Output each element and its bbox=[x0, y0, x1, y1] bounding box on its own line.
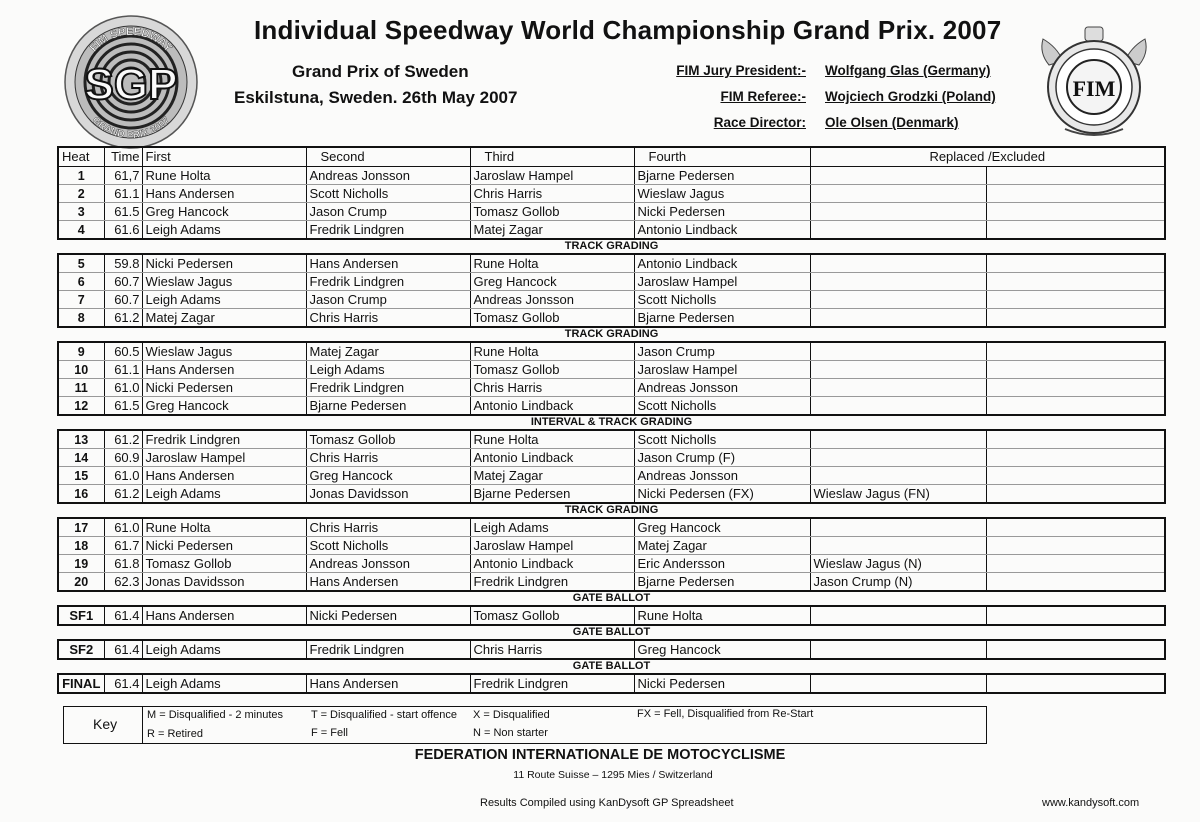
cell-first: Jaroslaw Hampel bbox=[142, 449, 306, 467]
col-second: Second bbox=[306, 147, 470, 167]
section-separator bbox=[58, 659, 1165, 674]
section-separator bbox=[58, 591, 1165, 606]
cell-rep2 bbox=[986, 555, 1165, 573]
key-item-x: X = Disqualified bbox=[473, 709, 550, 721]
cell-first: Leigh Adams bbox=[142, 640, 306, 659]
cell-heat: 18 bbox=[58, 537, 104, 555]
separator-label: GATE BALLOT bbox=[572, 592, 651, 604]
cell-fourth: Eric Andersson bbox=[634, 555, 810, 573]
cell-time: 61.2 bbox=[104, 430, 142, 449]
cell-second: Scott Nicholls bbox=[306, 537, 470, 555]
cell-third: Rune Holta bbox=[470, 430, 634, 449]
separator-label: INTERVAL & TRACK GRADING bbox=[530, 416, 693, 428]
key-item-f: F = Fell bbox=[311, 727, 348, 739]
separator-label: TRACK GRADING bbox=[564, 240, 659, 252]
cell-fourth: Scott Nicholls bbox=[634, 291, 810, 309]
cell-heat: 1 bbox=[58, 167, 104, 185]
event-name: Grand Prix of Sweden bbox=[292, 62, 469, 81]
separator-label: TRACK GRADING bbox=[564, 504, 659, 516]
cell-second: Scott Nicholls bbox=[306, 185, 470, 203]
heat-row bbox=[58, 449, 1165, 467]
cell-third: Leigh Adams bbox=[470, 518, 634, 537]
cell-rep2 bbox=[986, 430, 1165, 449]
cell-rep1 bbox=[810, 537, 986, 555]
cell-heat: SF1 bbox=[58, 606, 104, 625]
cell-third: Antonio Lindback bbox=[470, 449, 634, 467]
cell-time: 61.0 bbox=[104, 467, 142, 485]
cell-rep2 bbox=[986, 361, 1165, 379]
cell-first: Fredrik Lindgren bbox=[142, 430, 306, 449]
cell-rep2 bbox=[986, 518, 1165, 537]
cell-second: Jason Crump bbox=[306, 203, 470, 221]
cell-rep2 bbox=[986, 309, 1165, 328]
cell-second: Leigh Adams bbox=[306, 361, 470, 379]
cell-third: Antonio Lindback bbox=[470, 555, 634, 573]
cell-time: 61.8 bbox=[104, 555, 142, 573]
cell-fourth: Scott Nicholls bbox=[634, 430, 810, 449]
cell-fourth: Andreas Jonsson bbox=[634, 379, 810, 397]
cell-first: Nicki Pedersen bbox=[142, 537, 306, 555]
cell-third: Matej Zagar bbox=[470, 467, 634, 485]
cell-heat: 5 bbox=[58, 254, 104, 273]
cell-first: Leigh Adams bbox=[142, 291, 306, 309]
cell-second: Andreas Jonsson bbox=[306, 555, 470, 573]
cell-second: Greg Hancock bbox=[306, 467, 470, 485]
cell-rep1 bbox=[810, 273, 986, 291]
cell-fourth: Bjarne Pedersen bbox=[634, 167, 810, 185]
cell-time: 60.9 bbox=[104, 449, 142, 467]
cell-first: Hans Andersen bbox=[142, 361, 306, 379]
official-value-jury: Wolfgang Glas (Germany) bbox=[825, 63, 991, 78]
cell-first: Rune Holta bbox=[142, 518, 306, 537]
cell-heat: 17 bbox=[58, 518, 104, 537]
cell-heat: 4 bbox=[58, 221, 104, 240]
cell-heat: 11 bbox=[58, 379, 104, 397]
cell-rep1 bbox=[810, 430, 986, 449]
cell-heat: 8 bbox=[58, 309, 104, 328]
cell-heat: 10 bbox=[58, 361, 104, 379]
cell-rep2 bbox=[986, 291, 1165, 309]
section-separator bbox=[58, 327, 1165, 342]
cell-heat: 19 bbox=[58, 555, 104, 573]
official-value-referee: Wojciech Grodzki (Poland) bbox=[825, 89, 996, 104]
cell-time: 61.5 bbox=[104, 203, 142, 221]
cell-fourth: Bjarne Pedersen bbox=[634, 573, 810, 592]
cell-rep1 bbox=[810, 203, 986, 221]
cell-fourth: Scott Nicholls bbox=[634, 397, 810, 416]
cell-rep1 bbox=[810, 167, 986, 185]
cell-second: Hans Andersen bbox=[306, 573, 470, 592]
cell-time: 61.1 bbox=[104, 361, 142, 379]
heat-row bbox=[58, 640, 1165, 659]
fim-logo-text: FIM bbox=[1072, 76, 1116, 101]
cell-second: Fredrik Lindgren bbox=[306, 273, 470, 291]
cell-first: Wieslaw Jagus bbox=[142, 273, 306, 291]
cell-third: Bjarne Pedersen bbox=[470, 485, 634, 504]
page-title: Individual Speedway World Championship Grand Prix. 2007 bbox=[254, 15, 1002, 45]
cell-fourth: Matej Zagar bbox=[634, 537, 810, 555]
cell-third: Tomasz Gollob bbox=[470, 361, 634, 379]
cell-heat: 14 bbox=[58, 449, 104, 467]
cell-third: Tomasz Gollob bbox=[470, 203, 634, 221]
cell-second: Hans Andersen bbox=[306, 254, 470, 273]
cell-rep1 bbox=[810, 291, 986, 309]
cell-rep1 bbox=[810, 361, 986, 379]
cell-fourth: Antonio Lindback bbox=[634, 254, 810, 273]
key-item-n: N = Non starter bbox=[473, 727, 548, 739]
section-separator bbox=[58, 503, 1165, 518]
cell-second: Fredrik Lindgren bbox=[306, 640, 470, 659]
cell-time: 61.2 bbox=[104, 309, 142, 328]
cell-third: Matej Zagar bbox=[470, 221, 634, 240]
heat-row bbox=[58, 537, 1165, 555]
cell-time: 61,7 bbox=[104, 167, 142, 185]
heat-row bbox=[58, 254, 1165, 273]
cell-first: Jonas Davidsson bbox=[142, 573, 306, 592]
col-heat: Heat bbox=[58, 147, 104, 167]
federation-address: 11 Route Suisse – 1295 Mies / Switzerland bbox=[513, 769, 713, 781]
compiled-note: Results Compiled using KanDysoft GP Spreadsheet bbox=[480, 797, 734, 809]
col-replaced: Replaced /Excluded bbox=[810, 147, 1165, 167]
section-separator bbox=[58, 415, 1165, 430]
cell-first: Nicki Pedersen bbox=[142, 379, 306, 397]
cell-second: Chris Harris bbox=[306, 518, 470, 537]
heat-row bbox=[58, 518, 1165, 537]
cell-heat: 20 bbox=[58, 573, 104, 592]
cell-fourth: Greg Hancock bbox=[634, 518, 810, 537]
cell-rep2 bbox=[986, 342, 1165, 361]
official-label-director: Race Director: bbox=[713, 115, 806, 130]
separator-label: GATE BALLOT bbox=[572, 660, 651, 672]
cell-second: Andreas Jonsson bbox=[306, 167, 470, 185]
heat-row bbox=[58, 606, 1165, 625]
cell-third: Antonio Lindback bbox=[470, 397, 634, 416]
heat-row bbox=[58, 430, 1165, 449]
cell-heat: SF2 bbox=[58, 640, 104, 659]
cell-heat: FINAL bbox=[58, 674, 104, 693]
key-item-r: R = Retired bbox=[147, 728, 203, 740]
heat-row bbox=[58, 674, 1165, 693]
cell-rep1 bbox=[810, 518, 986, 537]
cell-fourth: Wieslaw Jagus bbox=[634, 185, 810, 203]
cell-first: Matej Zagar bbox=[142, 309, 306, 328]
cell-third: Tomasz Gollob bbox=[470, 309, 634, 328]
cell-time: 60.5 bbox=[104, 342, 142, 361]
cell-rep2 bbox=[986, 397, 1165, 416]
cell-fourth: Rune Holta bbox=[634, 606, 810, 625]
cell-second: Nicki Pedersen bbox=[306, 606, 470, 625]
cell-second: Jonas Davidsson bbox=[306, 485, 470, 504]
col-first: First bbox=[142, 147, 306, 167]
cell-third: Tomasz Gollob bbox=[470, 606, 634, 625]
cell-first: Rune Holta bbox=[142, 167, 306, 185]
heat-row bbox=[58, 361, 1165, 379]
cell-fourth: Nicki Pedersen bbox=[634, 674, 810, 693]
cell-fourth: Jaroslaw Hampel bbox=[634, 273, 810, 291]
cell-heat: 6 bbox=[58, 273, 104, 291]
cell-heat: 12 bbox=[58, 397, 104, 416]
key-item-t: T = Disqualified - start offence bbox=[311, 709, 458, 721]
cell-third: Jaroslaw Hampel bbox=[470, 167, 634, 185]
cell-second: Bjarne Pedersen bbox=[306, 397, 470, 416]
cell-time: 61.4 bbox=[104, 674, 142, 693]
cell-time: 59.8 bbox=[104, 254, 142, 273]
cell-heat: 3 bbox=[58, 203, 104, 221]
cell-first: Nicki Pedersen bbox=[142, 254, 306, 273]
key-title: Key bbox=[93, 716, 118, 732]
cell-rep2 bbox=[986, 640, 1165, 659]
table-header-row bbox=[58, 147, 1165, 167]
cell-first: Greg Hancock bbox=[142, 397, 306, 416]
cell-third: Greg Hancock bbox=[470, 273, 634, 291]
separator-label: TRACK GRADING bbox=[564, 328, 659, 340]
cell-rep1 bbox=[810, 221, 986, 240]
heat-row bbox=[58, 342, 1165, 361]
cell-heat: 15 bbox=[58, 467, 104, 485]
cell-rep2 bbox=[986, 254, 1165, 273]
cell-third: Rune Holta bbox=[470, 342, 634, 361]
federation-name: FEDERATION INTERNATIONALE DE MOTOCYCLISME bbox=[414, 747, 786, 763]
cell-rep2 bbox=[986, 485, 1165, 504]
cell-second: Jason Crump bbox=[306, 291, 470, 309]
section-separator bbox=[58, 625, 1165, 640]
cell-rep1 bbox=[810, 449, 986, 467]
cell-rep2 bbox=[986, 467, 1165, 485]
cell-fourth: Antonio Lindback bbox=[634, 221, 810, 240]
official-value-director: Ole Olsen (Denmark) bbox=[825, 115, 959, 130]
key-item-fx: FX = Fell, Disqualified from Re-Start bbox=[637, 708, 814, 720]
heat-row bbox=[58, 185, 1165, 203]
website-link[interactable]: www.kandysoft.com bbox=[1042, 797, 1140, 809]
cell-third: Fredrik Lindgren bbox=[470, 674, 634, 693]
heat-row bbox=[58, 485, 1165, 504]
cell-first: Leigh Adams bbox=[142, 674, 306, 693]
cell-second: Matej Zagar bbox=[306, 342, 470, 361]
cell-rep1 bbox=[810, 379, 986, 397]
cell-first: Tomasz Gollob bbox=[142, 555, 306, 573]
cell-first: Hans Andersen bbox=[142, 606, 306, 625]
cell-rep1 bbox=[810, 606, 986, 625]
cell-first: Wieslaw Jagus bbox=[142, 342, 306, 361]
cell-second: Chris Harris bbox=[306, 449, 470, 467]
key-divider bbox=[142, 706, 143, 744]
cell-third: Jaroslaw Hampel bbox=[470, 537, 634, 555]
cell-rep2 bbox=[986, 674, 1165, 693]
cell-rep2 bbox=[986, 606, 1165, 625]
results-table bbox=[57, 146, 1166, 694]
cell-rep1 bbox=[810, 309, 986, 328]
cell-fourth: Jaroslaw Hampel bbox=[634, 361, 810, 379]
cell-second: Tomasz Gollob bbox=[306, 430, 470, 449]
cell-rep1: Wieslaw Jagus (N) bbox=[810, 555, 986, 573]
cell-rep2 bbox=[986, 449, 1165, 467]
heat-row bbox=[58, 555, 1165, 573]
cell-time: 61.1 bbox=[104, 185, 142, 203]
cell-heat: 9 bbox=[58, 342, 104, 361]
cell-fourth: Nicki Pedersen (FX) bbox=[634, 485, 810, 504]
cell-second: Fredrik Lindgren bbox=[306, 221, 470, 240]
cell-heat: 13 bbox=[58, 430, 104, 449]
cell-first: Hans Andersen bbox=[142, 467, 306, 485]
heat-row bbox=[58, 167, 1165, 185]
cell-fourth: Greg Hancock bbox=[634, 640, 810, 659]
heat-row bbox=[58, 273, 1165, 291]
official-label-referee: FIM Referee:- bbox=[720, 89, 806, 104]
cell-time: 60.7 bbox=[104, 291, 142, 309]
cell-rep1 bbox=[810, 467, 986, 485]
cell-time: 60.7 bbox=[104, 273, 142, 291]
cell-fourth: Andreas Jonsson bbox=[634, 467, 810, 485]
cell-fourth: Jason Crump bbox=[634, 342, 810, 361]
cell-rep1 bbox=[810, 185, 986, 203]
cell-time: 61.4 bbox=[104, 640, 142, 659]
cell-rep1 bbox=[810, 397, 986, 416]
cell-fourth: Jason Crump (F) bbox=[634, 449, 810, 467]
col-third: Third bbox=[470, 147, 634, 167]
venue-date: Eskilstuna, Sweden. 26th May 2007 bbox=[234, 88, 518, 107]
cell-heat: 7 bbox=[58, 291, 104, 309]
col-time: Time bbox=[104, 147, 142, 167]
cell-time: 61.0 bbox=[104, 518, 142, 537]
cell-rep2 bbox=[986, 185, 1165, 203]
cell-rep2 bbox=[986, 203, 1165, 221]
logo-bottom-text: GRAND PRIX 2007 bbox=[89, 115, 173, 142]
cell-rep1 bbox=[810, 342, 986, 361]
cell-third: Chris Harris bbox=[470, 379, 634, 397]
cell-time: 61.2 bbox=[104, 485, 142, 504]
heat-row bbox=[58, 291, 1165, 309]
cell-fourth: Bjarne Pedersen bbox=[634, 309, 810, 328]
heat-row bbox=[58, 379, 1165, 397]
cell-fourth: Nicki Pedersen bbox=[634, 203, 810, 221]
heat-row bbox=[58, 573, 1165, 592]
cell-third: Chris Harris bbox=[470, 640, 634, 659]
official-label-jury: FIM Jury President:- bbox=[676, 63, 806, 78]
cell-time: 61.5 bbox=[104, 397, 142, 416]
logo-main-text: SGP bbox=[84, 60, 178, 109]
cell-second: Hans Andersen bbox=[306, 674, 470, 693]
cell-time: 61.0 bbox=[104, 379, 142, 397]
cell-heat: 2 bbox=[58, 185, 104, 203]
cell-heat: 16 bbox=[58, 485, 104, 504]
key-item-m: M = Disqualified - 2 minutes bbox=[147, 709, 284, 721]
cell-rep2 bbox=[986, 573, 1165, 592]
cell-rep2 bbox=[986, 379, 1165, 397]
cell-first: Leigh Adams bbox=[142, 485, 306, 504]
cell-first: Greg Hancock bbox=[142, 203, 306, 221]
heat-row bbox=[58, 221, 1165, 240]
fim-logo bbox=[1035, 25, 1153, 143]
cell-first: Leigh Adams bbox=[142, 221, 306, 240]
cell-time: 61.7 bbox=[104, 537, 142, 555]
cell-third: Chris Harris bbox=[470, 185, 634, 203]
separator-label: GATE BALLOT bbox=[572, 626, 651, 638]
heat-row bbox=[58, 467, 1165, 485]
cell-rep1 bbox=[810, 674, 986, 693]
cell-time: 61.6 bbox=[104, 221, 142, 240]
cell-rep2 bbox=[986, 221, 1165, 240]
heat-row bbox=[58, 203, 1165, 221]
logo-top-text: FIM SPEEDWAY bbox=[87, 25, 175, 55]
sgp-logo bbox=[62, 13, 200, 151]
cell-second: Fredrik Lindgren bbox=[306, 379, 470, 397]
section-separator bbox=[58, 239, 1165, 254]
cell-rep1 bbox=[810, 254, 986, 273]
heat-row bbox=[58, 397, 1165, 416]
cell-time: 61.4 bbox=[104, 606, 142, 625]
cell-third: Andreas Jonsson bbox=[470, 291, 634, 309]
col-fourth: Fourth bbox=[634, 147, 810, 167]
cell-first: Hans Andersen bbox=[142, 185, 306, 203]
cell-rep1 bbox=[810, 640, 986, 659]
cell-rep1: Jason Crump (N) bbox=[810, 573, 986, 592]
cell-rep2 bbox=[986, 167, 1165, 185]
cell-rep2 bbox=[986, 273, 1165, 291]
cell-rep2 bbox=[986, 537, 1165, 555]
cell-time: 62.3 bbox=[104, 573, 142, 592]
cell-third: Rune Holta bbox=[470, 254, 634, 273]
cell-second: Chris Harris bbox=[306, 309, 470, 328]
cell-third: Fredrik Lindgren bbox=[470, 573, 634, 592]
heat-row bbox=[58, 309, 1165, 328]
cell-rep1: Wieslaw Jagus (FN) bbox=[810, 485, 986, 504]
